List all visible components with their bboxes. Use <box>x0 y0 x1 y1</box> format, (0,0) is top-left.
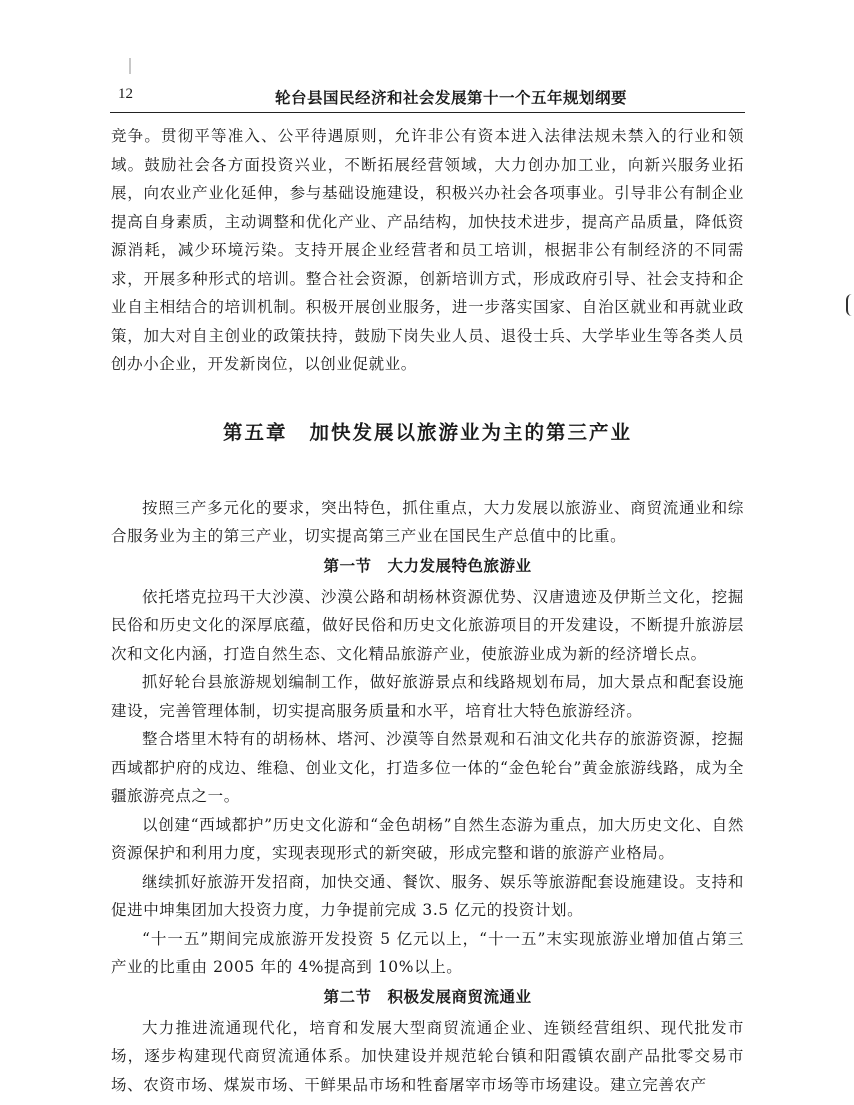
section-number: 第二节 <box>323 987 372 1006</box>
chapter-title: 加快发展以旅游业为主的第三产业 <box>309 420 633 444</box>
chapter-number: 第五章 <box>222 420 288 444</box>
section-number: 第一节 <box>323 556 372 575</box>
section-heading <box>111 554 744 578</box>
body-paragraph: 抓好轮台县旅游规划编制工作，做好旅游景点和线路规划布局，加大景点和配套设施建设，完善管理体制，切实提高服务质量和水平，培育壮大特色旅游经济。 <box>111 673 744 720</box>
section-title: 积极发展商贸流通业 <box>387 987 532 1006</box>
body-paragraph: 继续抓好旅游开发招商，加快交通、餐饮、服务、娱乐等旅游配套设施建设。支持和促进中坤集团加大投资力度，力争提前完成 3.5 亿元的投资计划。 <box>111 872 744 919</box>
page-content <box>111 122 744 1099</box>
page-header <box>110 84 745 113</box>
body-paragraph: 大力推进流通现代化，培育和发展大型商贸流通企业、连锁经营组织、现代批发市场，逐步构建现代商贸流通体系。加快建设并规范轮台镇和阳霞镇农副产品批零交易市场、农资市场、煤炭市场、干鲜果品市场和牲畜屠宰市场等市场建设。建立完善农产 <box>111 1018 744 1094</box>
chapter-intro-paragraph: 按照三产多元化的要求，突出特色，抓住重点，大力发展以旅游业、商贸流通业和综合服务业为主的第三产业，切实提高第三产业在国民生产总值中的比重。 <box>111 498 744 545</box>
running-title: 轮台县国民经济和社会发展第十一个五年规划纲要 <box>275 88 628 107</box>
binding-edge-mark <box>846 294 854 316</box>
page-number: 12 <box>118 86 133 102</box>
scan-mark <box>129 58 131 74</box>
opening-paragraph: 竞争。贯彻平等准入、公平待遇原则，允许非公有资本进入法律法规未禁入的行业和领域。鼓励社会各方面投资兴业，不断拓展经营领域，大力创办加工业，向新兴服务业拓展，向农业产业化延伸，参与基础设施建设，积极兴办社会各项事业。引导非公有制企业提高自身素质，主动调整和优化产业、产品结构，加快技术进步，提高产品质量，降低资源消耗，减少环境污染。支持开展企业经营者和员工培训，根据非公有制经济的不同需求，开展多种形式的培训。整合社会资源，创新培训方式，形成政府引导、社会支持和企业自主相结合的培训机制。积极开展创业服务，进一步落实国家、自治区就业和再就业政策，加大对自主创业的政策扶持，鼓励下岗失业人员、退役士兵、大学毕业生等各类人员创办小企业，开发新岗位，以创业促就业。 <box>111 127 744 373</box>
body-paragraph: 整合塔里木特有的胡杨林、塔河、沙漠等自然景观和石油文化共存的旅游资源，挖掘西域都护府的戍边、维稳、创业文化，打造多位一体的“金色轮台”黄金旅游线路，成为全疆旅游亮点之一。 <box>111 730 744 805</box>
section-title: 大力发展特色旅游业 <box>387 556 532 575</box>
body-paragraph: “十一五”期间完成旅游开发投资 5 亿元以上，“十一五”末实现旅游业增加值占第三产业的比重由 2005 年的 4%提高到 10%以上。 <box>111 929 744 976</box>
chapter-heading <box>111 417 744 445</box>
body-paragraph: 以创建“西域都护”历史文化游和“金色胡杨”自然生态游为重点，加大历史文化、自然资源保护和利用力度，实现表现形式的新突破，形成完整和谐的旅游产业格局。 <box>111 815 744 862</box>
body-paragraph: 依托塔克拉玛干大沙漠、沙漠公路和胡杨林资源优势、汉唐遗迹及伊斯兰文化，挖掘民俗和历史文化的深厚底蕴，做好民俗和历史文化旅游项目的开发建设，不断提升旅游层次和文化内涵，打造自然生态、文化精品旅游产业，使旅游业成为新的经济增长点。 <box>111 587 744 663</box>
section-heading <box>111 985 744 1009</box>
